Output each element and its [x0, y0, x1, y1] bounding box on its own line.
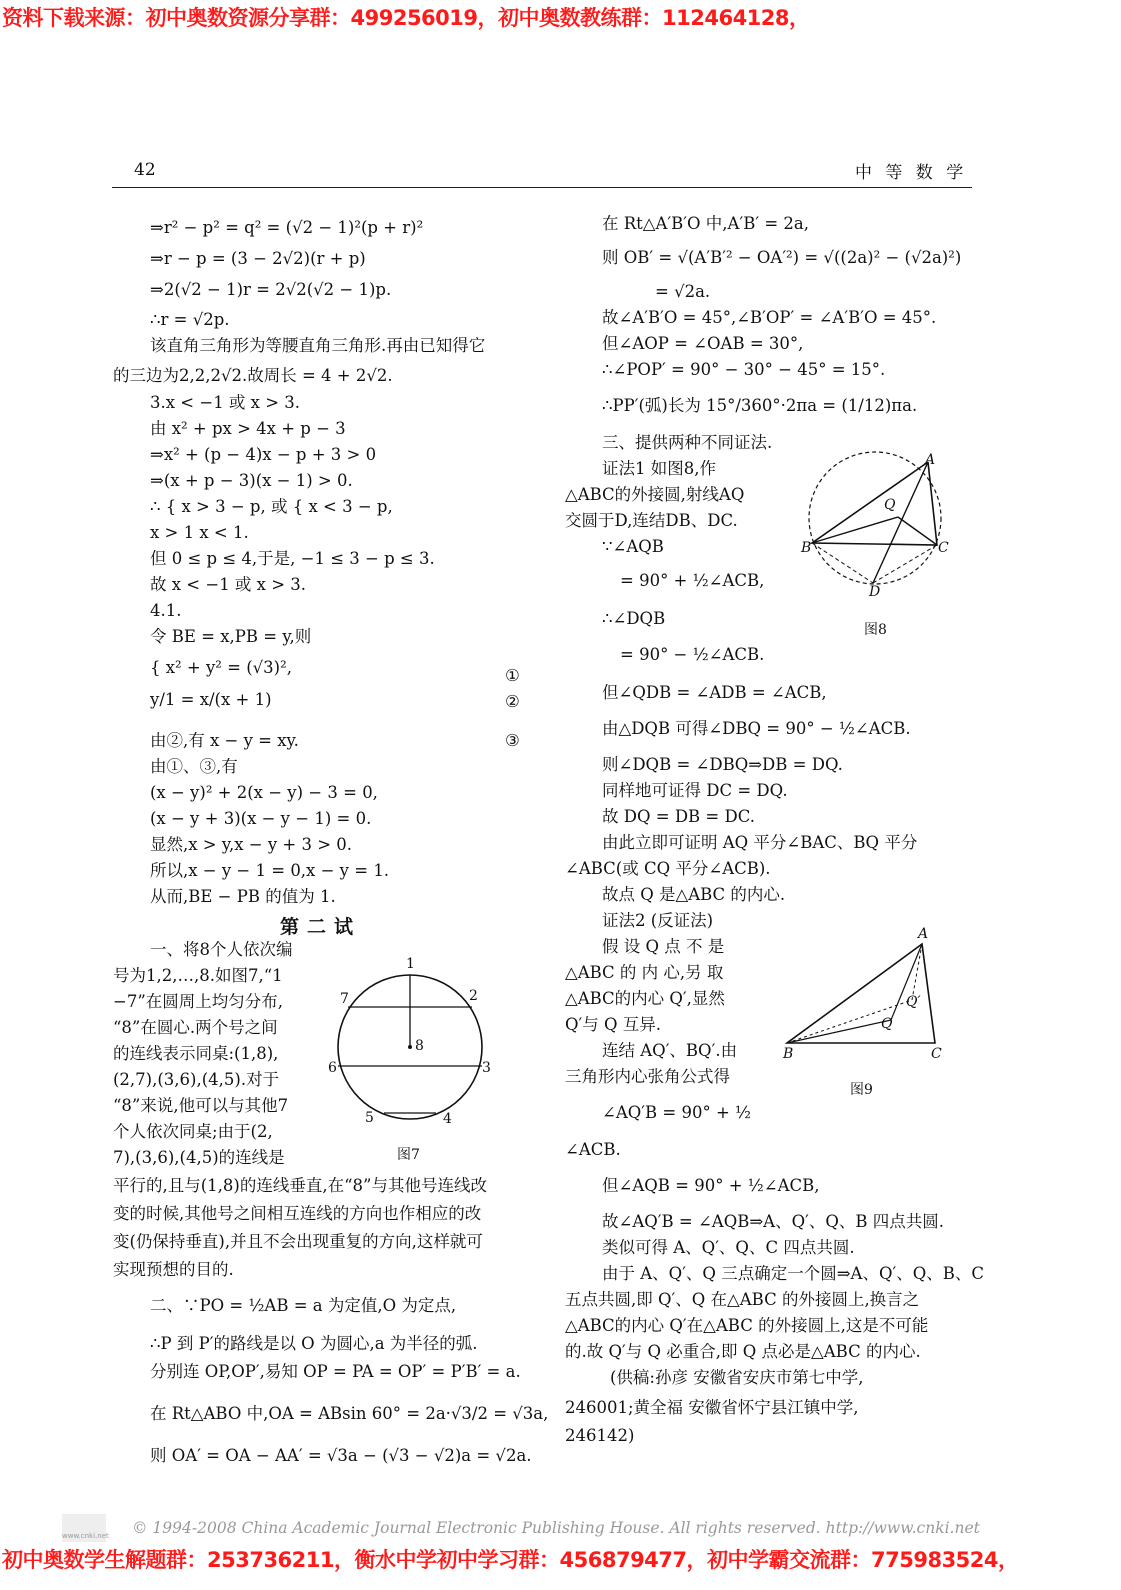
- right-text-line: = 90° + ½∠ACB,: [620, 571, 765, 590]
- top-banner: 资料下载来源：初中奥数资源分享群：499256019，初中奥数教练群：112464128，: [2, 6, 810, 30]
- left-text-line: 所以,x − y − 1 = 0,x − y = 1.: [150, 861, 390, 880]
- left-text-line: 4.1.: [150, 601, 182, 620]
- left-text-line: ⇒(x + p − 3)(x − 1) > 0.: [150, 471, 353, 490]
- left-text-line: 分别连 OP,OP′,易知 OP = PA = OP′ = P′B′ = a.: [150, 1362, 521, 1381]
- left-text-line: 的连线表示同桌:(1,8),: [113, 1044, 279, 1063]
- right-text-line: 五点共圆,即 Q′、Q 在△ABC 的外接圆上,换言之: [565, 1290, 920, 1309]
- right-text-line: ∴∠DQB: [602, 609, 666, 628]
- left-text-line: 变(仍保持垂直),并且不会出现重复的方向,这样就可: [113, 1232, 483, 1251]
- left-text-line: 则 OA′ = OA − AA′ = √3a − (√3 − √2)a = √2a.: [150, 1446, 532, 1465]
- right-text-line: 但∠AQB = 90° + ½∠ACB,: [602, 1176, 820, 1195]
- right-text-line: 故 DQ = DB = DC.: [602, 807, 755, 826]
- left-text-line: 个人依次同桌;由于(2,: [113, 1122, 273, 1141]
- left-text-line: x > 1 x < 1.: [150, 523, 249, 542]
- right-text-line: 但∠QDB = ∠ADB = ∠ACB,: [602, 683, 827, 702]
- left-text-line: 平行的,且与(1,8)的连线垂直,在“8”与其他号连线改: [113, 1176, 487, 1195]
- journal-name: 中 等 数 学: [855, 163, 968, 183]
- right-text-line: 由此立即可证明 AQ 平分∠BAC、BQ 平分: [602, 833, 918, 852]
- right-text-line: ∠ACB.: [565, 1140, 621, 1159]
- right-text-line: ∴PP′(弧)长为 15°/360°·2πa = (1/12)πa.: [602, 396, 918, 415]
- right-text-line: Q′与 Q 互异.: [565, 1015, 662, 1034]
- fig8-label-a: A: [925, 452, 936, 468]
- right-text-line: 但∠AOP = ∠OAB = 30°,: [602, 334, 804, 353]
- right-text-line: (供稿:孙彦 安徽省安庆市第七中学,: [610, 1368, 864, 1387]
- right-text-line: 交圆于D,连结DB、DC.: [565, 511, 738, 530]
- right-text-line: 246001;黄全福 安徽省怀宁县江镇中学,: [565, 1398, 859, 1417]
- left-text-line: (x − y)² + 2(x − y) − 3 = 0,: [150, 783, 378, 802]
- right-text-line: ∵∠AQB: [602, 537, 664, 556]
- right-text-line: 246142): [565, 1426, 635, 1445]
- right-text-line: 的.故 Q′与 Q 必重合,即 Q 点必是△ABC 的内心.: [565, 1342, 921, 1361]
- right-text-line: = √2a.: [655, 282, 711, 301]
- right-text-line: 故点 Q 是△ABC 的内心.: [602, 885, 786, 904]
- left-text-line: 号为1,2,…,8.如图7,“1: [113, 966, 283, 985]
- left-text-line: 变的时候,其他号之间相互连线的方向也作相应的改: [113, 1204, 482, 1223]
- left-text-line: ∴r = √2p.: [150, 310, 230, 329]
- fig8-caption: 图8: [864, 622, 887, 638]
- right-text-line: 证法2 (反证法): [602, 911, 714, 930]
- page-number: 42: [134, 160, 156, 180]
- left-text-line: 由 x² + px > 4x + p − 3: [150, 419, 346, 438]
- right-text-line: 由△DQB 可得∠DBQ = 90° − ½∠ACB.: [602, 719, 911, 738]
- bottom-banner: 初中奥数学生解题群：253736211，衡水中学初中学习群：456879477，初中学霸交流群：775983524，: [2, 1548, 1019, 1572]
- right-text-line: 证法1 如图8,作: [602, 459, 716, 478]
- fig9-label-a: A: [918, 926, 929, 942]
- left-text-line: −7”在圆周上均匀分布,: [113, 992, 284, 1011]
- right-text-line: △ABC的内心 Q′,显然: [565, 989, 725, 1008]
- right-text-line: 由于 A、Q′、Q 三点确定一个圆⇒A、Q′、Q、B、C: [602, 1264, 984, 1283]
- left-text-line: ⇒r² − p² = q² = (√2 − 1)²(p + r)²: [150, 218, 424, 237]
- equation-mark-2: ②: [505, 692, 520, 711]
- fig8-label-c: C: [938, 540, 949, 556]
- equation-mark-3: ③: [505, 731, 520, 750]
- fig7-label-7: 7: [340, 991, 349, 1007]
- left-text-line: 在 Rt△ABO 中,OA = ABsin 60° = 2a·√3/2 = √3a,: [150, 1404, 549, 1423]
- right-text-line: 故∠A′B′O = 45°,∠B′OP′ = ∠A′B′O = 45°.: [602, 308, 937, 327]
- equation-mark-1: ①: [505, 666, 520, 685]
- fig7-label-2: 2: [469, 988, 478, 1004]
- left-text-line: 但 0 ≤ p ≤ 4,于是, −1 ≤ 3 − p ≤ 3.: [150, 549, 435, 568]
- right-text-line: 则∠DQB = ∠DBQ⇒DB = DQ.: [602, 755, 843, 774]
- left-text-line: 7),(3,6),(4,5)的连线是: [113, 1148, 285, 1167]
- left-text-line: ⇒r − p = (3 − 2√2)(r + p): [150, 249, 366, 268]
- fig7-label-1: 1: [406, 956, 415, 972]
- fig7-label-3: 3: [482, 1060, 491, 1076]
- right-text-line: 同样地可证得 DC = DQ.: [602, 781, 788, 800]
- left-text-line: (2,7),(3,6),(4,5).对于: [113, 1070, 280, 1089]
- copyright-notice: © 1994-2008 China Academic Journal Electronic Publishing House. All rights reserved. http://www.cnki.net: [132, 1519, 980, 1537]
- left-text-line: 的三边为2,2,2√2.故周长 = 4 + 2√2.: [113, 366, 393, 385]
- fig7-caption: 图7: [397, 1147, 420, 1163]
- fig7-label-5: 5: [365, 1110, 374, 1126]
- left-text-line: ∴P 到 P′的路线是以 O 为圆心,a 为半径的弧.: [150, 1334, 478, 1353]
- left-text-line: “8”来说,他可以与其他7: [113, 1096, 289, 1115]
- figure-9: [780, 935, 950, 1055]
- left-text-line: 显然,x > y,x − y + 3 > 0.: [150, 835, 353, 854]
- fig8-label-b: B: [801, 540, 812, 556]
- right-text-line: 在 Rt△A′B′O 中,A′B′ = 2a,: [602, 214, 809, 233]
- left-text-line: 一、将8个人依次编: [150, 940, 293, 959]
- figure-8: [795, 445, 955, 605]
- fig9-label-q: Q: [881, 1016, 893, 1032]
- fig7-label-6: 6: [328, 1060, 337, 1076]
- right-text-line: △ABC的内心 Q′在△ABC 的外接圆上,这是不可能: [565, 1316, 929, 1335]
- cnki-logo: www.cnki.net: [62, 1514, 106, 1542]
- right-text-line: ∠AQ′B = 90° + ½: [602, 1103, 752, 1122]
- fig9-label-c: C: [931, 1046, 942, 1062]
- right-text-line: △ABC 的 内 心,另 取: [565, 963, 724, 982]
- fig9-label-q-prime: Q′: [906, 994, 921, 1010]
- right-text-line: 则 OB′ = √(A′B′² − OA′²) = √((2a)² − (√2a)²): [602, 248, 962, 267]
- left-text-line: { x² + y² = (√3)²,: [150, 658, 292, 677]
- fig8-label-d: D: [869, 584, 881, 600]
- left-text-line: 由①、③,有: [150, 757, 238, 776]
- right-text-line: 三、提供两种不同证法.: [602, 433, 773, 452]
- header-rule: [112, 187, 972, 188]
- right-text-line: ∠ABC(或 CQ 平分∠ACB).: [565, 859, 771, 878]
- right-text-line: 三角形内心张角公式得: [565, 1067, 730, 1086]
- right-text-line: 假 设 Q 点 不 是: [602, 937, 725, 956]
- left-text-line: ∴ { x > 3 − p, 或 { x < 3 − p,: [150, 497, 393, 516]
- fig9-caption: 图9: [850, 1082, 873, 1098]
- right-text-line: = 90° − ½∠ACB.: [620, 645, 765, 664]
- left-text-line: 该直角三角形为等腰直角三角形.再由已知得它: [150, 336, 486, 355]
- left-text-line: 故 x < −1 或 x > 3.: [150, 575, 307, 594]
- left-text-line: 3.x < −1 或 x > 3.: [150, 393, 301, 412]
- left-text-line: y/1 = x/(x + 1): [150, 690, 272, 709]
- section-title: 第二试: [280, 916, 362, 938]
- right-text-line: △ABC的外接圆,射线AQ: [565, 485, 745, 504]
- left-text-line: ⇒x² + (p − 4)x − p + 3 > 0: [150, 445, 377, 464]
- right-text-line: 故∠AQ′B = ∠AQB⇒A、Q′、Q、B 四点共圆.: [602, 1212, 945, 1231]
- right-text-line: ∴∠POP′ = 90° − 30° − 45° = 15°.: [602, 360, 886, 379]
- left-text-line: 从而,BE − PB 的值为 1.: [150, 887, 336, 906]
- left-text-line: 实现预想的目的.: [113, 1260, 234, 1279]
- left-text-line: 由②,有 x − y = xy.: [150, 731, 299, 750]
- left-text-line: ⇒2(√2 − 1)r = 2√2(√2 − 1)p.: [150, 280, 392, 299]
- right-text-line: 类似可得 A、Q′、Q、C 四点共圆.: [602, 1238, 855, 1257]
- left-text-line: 令 BE = x,PB = y,则: [150, 627, 312, 646]
- fig8-label-q: Q: [884, 497, 896, 513]
- fig7-label-8: 8: [415, 1038, 424, 1054]
- left-text-line: (x − y + 3)(x − y − 1) = 0.: [150, 809, 372, 828]
- left-text-line: 二、∵PO = ½AB = a 为定值,O 为定点,: [150, 1296, 457, 1315]
- right-text-line: 连结 AQ′、BQ′.由: [602, 1041, 738, 1060]
- fig9-label-b: B: [783, 1046, 794, 1062]
- fig7-label-4: 4: [443, 1111, 452, 1127]
- left-text-line: “8”在圆心.两个号之间: [113, 1018, 278, 1037]
